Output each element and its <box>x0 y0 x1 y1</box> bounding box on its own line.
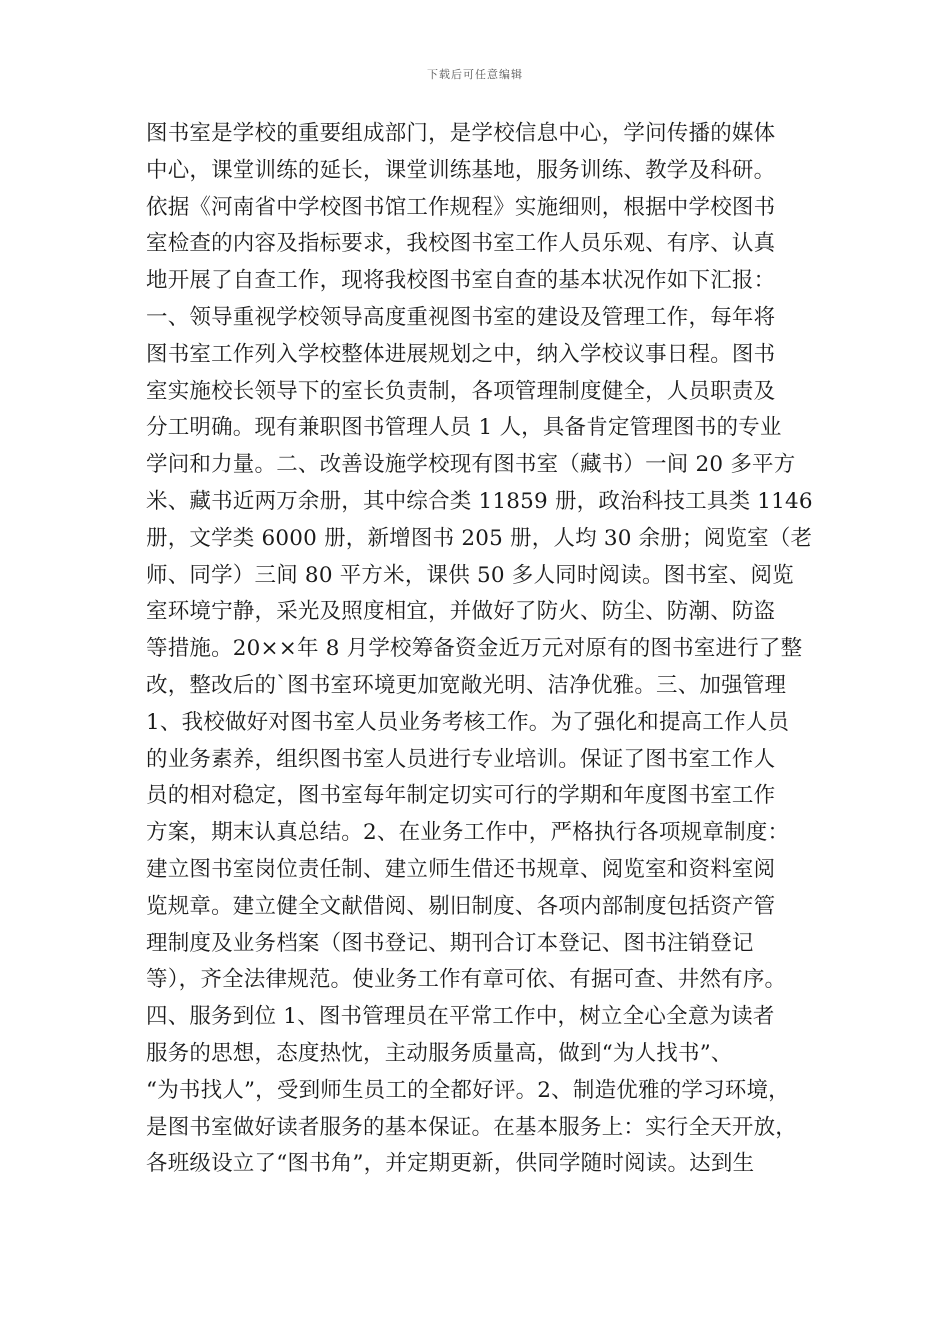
text-line: 建立图书室岗位责任制、建立师生借还书规章、阅览室和资料室阅 <box>146 856 776 882</box>
text-line: 改，整改后的`图书室环境更加宽敞光明、洁净优雅。三、加强管理 <box>146 672 787 698</box>
text-line: 图书室是学校的重要组成部门，是学校信息中心，学问传播的媒体 <box>146 121 776 146</box>
text-line: 等措施。20××年 8 月学校筹备资金近万元对原有的图书室进行了整 <box>146 636 803 662</box>
text-line: 分工明确。现有兼职图书管理人员 1 人，具备肯定管理图书的专业 <box>146 415 782 441</box>
text-line: 各班级设立了“图书角”，并定期更新，供同学随时阅读。达到生 <box>146 1151 755 1177</box>
text-line: 室检查的内容及指标要求，我校图书室工作人员乐观、有序、认真 <box>146 231 776 257</box>
text-line: 员的相对稳定，图书室每年制定切实可行的学期和年度图书室工作 <box>146 783 776 809</box>
text-line: 览规章。建立健全文献借阅、剔旧制度、各项内部制度包括资产管 <box>146 893 776 919</box>
text-line: 室实施校长领导下的室长负责制，各项管理制度健全，人员职责及 <box>146 378 776 404</box>
text-line: 师、同学）三间 80 平方米，课供 50 多人同时阅读。图书室、阅览 <box>146 562 794 588</box>
text-line: 的业务素养，组织图书室人员进行专业培训。保证了图书室工作人 <box>146 746 776 772</box>
text-line: 图书室工作列入学校整体进展规划之中，纳入学校议事日程。图书 <box>146 341 776 367</box>
text-line: 四、服务到位 1、图书管理员在平常工作中，树立全心全意为读者 <box>146 1004 775 1030</box>
text-line: 地开展了自查工作，现将我校图书室自查的基本状况作如下汇报： <box>146 268 776 294</box>
text-line: 册，文学类 6000 册，新增图书 205 册，人均 30 余册；阅览室（老 <box>146 525 813 551</box>
text-line: 一、领导重视学校领导高度重视图书室的建设及管理工作，每年将 <box>146 304 776 330</box>
text-line: 服务的思想，态度热忱，主动服务质量高，做到“为人找书”、 <box>146 1040 733 1066</box>
text-line: 中心，课堂训练的延长，课堂训练基地，服务训练、教学及科研。 <box>146 157 776 183</box>
page-header: 下载后可任意编辑 <box>427 68 523 81</box>
text-line: 是图书室做好读者服务的基本保证。在基本服务上：实行全天开放， <box>146 1114 798 1140</box>
document-body <box>146 116 813 1183</box>
text-line: 等），齐全法律规范。使业务工作有章可依、有据可查、井然有序。 <box>146 967 787 993</box>
text-line: 米、藏书近两万余册，其中综合类 11859 册，政治科技工具类 1146 <box>146 488 813 514</box>
text-line: 室环境宁静，采光及照度相宜，并做好了防火、防尘、防潮、防盗 <box>146 599 776 625</box>
text-line: 学问和力量。二、改善设施学校现有图书室（藏书）一间 20 多平方 <box>146 452 796 478</box>
text-line: 理制度及业务档案（图书登记、期刊合订本登记、图书注销登记 <box>146 930 754 956</box>
text-line: 依据《河南省中学校图书馆工作规程》实施细则，根据中学校图书 <box>146 194 776 220</box>
text-line: “为书找人”，受到师生员工的全都好评。2、制造优雅的学习环境， <box>146 1077 790 1103</box>
text-line: 方案，期末认真总结。2、在业务工作中，严格执行各项规章制度： <box>146 820 790 846</box>
text-line: 1、我校做好对图书室人员业务考核工作。为了强化和提高工作人员 <box>146 709 790 735</box>
